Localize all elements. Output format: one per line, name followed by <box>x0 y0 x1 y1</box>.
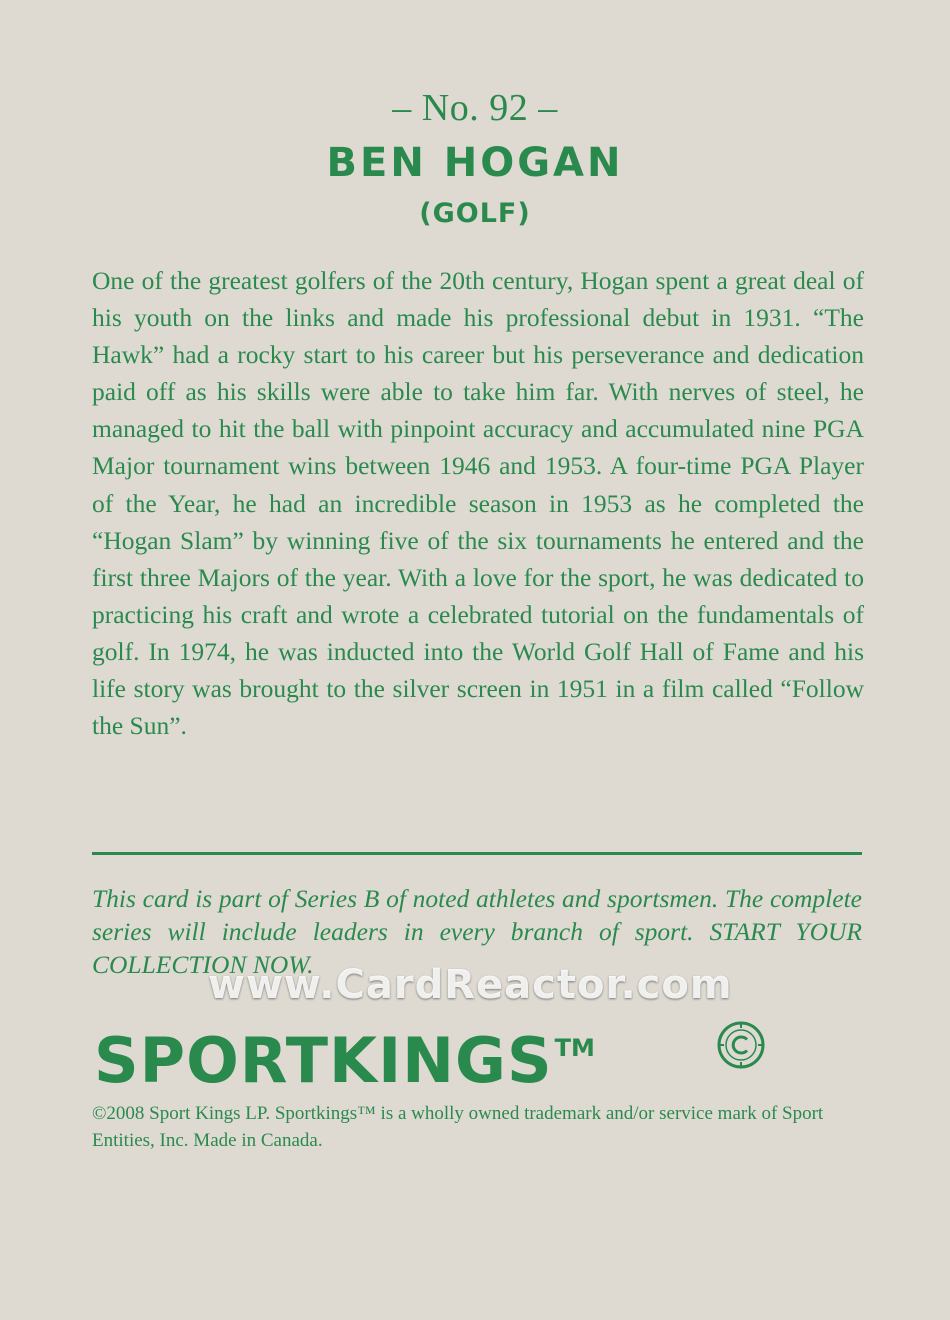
copyright-seal-icon <box>716 1020 766 1070</box>
sportkings-logo <box>94 1003 595 1106</box>
player-biography: One of the greatest golfers of the 20th century, Hogan spent a great deal of his youth on the links and made his professional debut in 1931. “The Hawk” had a rocky start to his career but his perseverance and dedication paid off as his skills were able to take him far. With nerves of steel, he managed to hit the ball with pinpoint accuracy and accumulated nine PGA Major tournament wins between 1946 and 1953. A four-time PGA Player of the Year, he had an incredible season in 1953 as he completed the “Hogan Slam” by winning five of the six tournaments he entered and the first three Majors of the year. With a love for the sport, he was dedicated to practicing his craft and wrote a celebrated tutorial on the fundamentals of golf. In 1974, he was inducted into the World Golf Hall of Fame and his life story was brought to the silver screen in 1951 in a film called “Follow the Sun”. <box>92 266 864 741</box>
player-name: BEN HOGAN <box>326 140 624 186</box>
section-divider <box>92 852 862 855</box>
sport-label: (GOLF) <box>419 198 531 229</box>
brand-name: SPORTKINGS <box>94 1024 553 1097</box>
copyright-notice: ©2008 Sport Kings LP. Sportkings™ is a wholly owned trademark and/or service mark of Sport Entities, Inc. Made in Canada. <box>92 1103 824 1151</box>
site-watermark: www.CardReactor.com <box>208 962 733 1008</box>
card-number: – No. 92 – <box>392 87 558 129</box>
series-note: This card is part of Series B of noted athletes and sportsmen. The complete series will include leaders in every branch of sport. START YOUR COLLECTION NOW. <box>92 884 862 979</box>
trademark-mark: TM <box>554 1034 595 1062</box>
